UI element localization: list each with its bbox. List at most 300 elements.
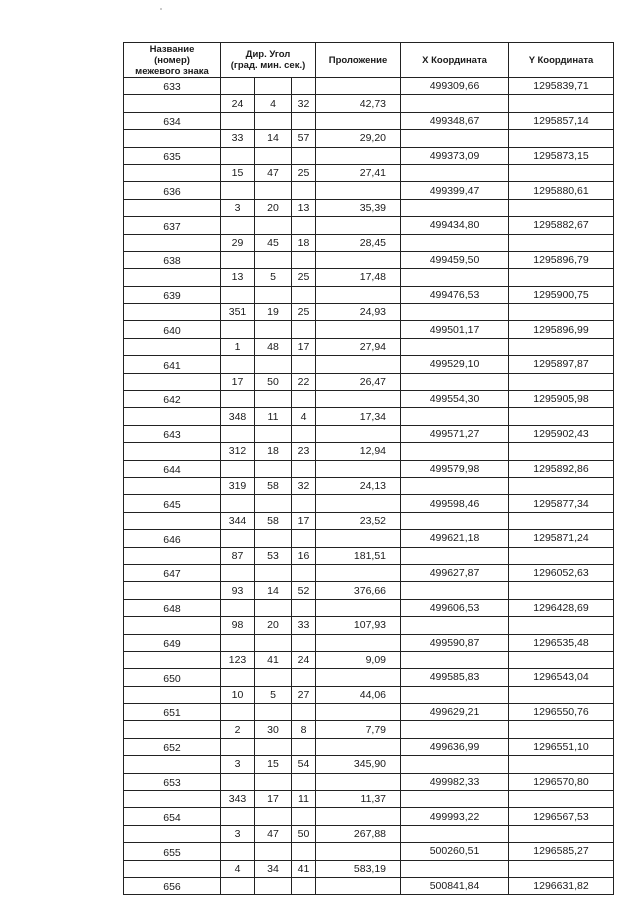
- header-x-coordinate: X Координата: [401, 43, 509, 78]
- x-coordinate: 499399,47: [401, 182, 509, 199]
- point-name: 636: [124, 182, 221, 199]
- y-coordinate: 1296428,69: [509, 599, 614, 616]
- angle-seconds: 52: [292, 582, 316, 599]
- angle-seconds: 25: [292, 304, 316, 321]
- y-coordinate: 1296052,63: [509, 564, 614, 581]
- point-row: [124, 112, 614, 129]
- angle-degrees-empty: [221, 321, 255, 338]
- angle-minutes: 5: [255, 269, 292, 286]
- point-name: 646: [124, 530, 221, 547]
- angle-minutes-empty: [255, 251, 292, 268]
- y-coordinate-empty: [509, 199, 614, 216]
- angle-degrees-empty: [221, 877, 255, 894]
- x-coordinate-empty: [401, 373, 509, 390]
- distance-empty: [316, 773, 401, 790]
- point-name: 634: [124, 112, 221, 129]
- angle-minutes: 58: [255, 512, 292, 529]
- distance-empty: [316, 112, 401, 129]
- distance-empty: [316, 251, 401, 268]
- distance-empty: [316, 182, 401, 199]
- segment-name-empty: [124, 860, 221, 877]
- angle-seconds-empty: [292, 78, 316, 95]
- point-name: 654: [124, 808, 221, 825]
- x-coordinate: 499627,87: [401, 564, 509, 581]
- angle-minutes: 47: [255, 164, 292, 181]
- angle-seconds-empty: [292, 877, 316, 894]
- angle-degrees-empty: [221, 251, 255, 268]
- point-name: 635: [124, 147, 221, 164]
- distance: 24,93: [316, 304, 401, 321]
- angle-minutes: 50: [255, 373, 292, 390]
- boundary-coordinates-document: [123, 42, 613, 894]
- angle-minutes: 15: [255, 756, 292, 773]
- distance-empty: [316, 599, 401, 616]
- angle-minutes: 45: [255, 234, 292, 251]
- angle-minutes: 14: [255, 582, 292, 599]
- segment-row: [124, 686, 614, 703]
- scan-speck: [160, 8, 162, 10]
- angle-seconds-empty: [292, 425, 316, 442]
- point-name: 647: [124, 564, 221, 581]
- distance-empty: [316, 738, 401, 755]
- angle-minutes: 41: [255, 651, 292, 668]
- x-coordinate: 499571,27: [401, 425, 509, 442]
- distance-empty: [316, 669, 401, 686]
- segment-row: [124, 477, 614, 494]
- angle-degrees: 24: [221, 95, 255, 112]
- angle-minutes: 34: [255, 860, 292, 877]
- angle-seconds: 33: [292, 617, 316, 634]
- segment-row: [124, 756, 614, 773]
- y-coordinate-empty: [509, 617, 614, 634]
- angle-degrees: 3: [221, 825, 255, 842]
- angle-minutes-empty: [255, 738, 292, 755]
- distance-empty: [316, 425, 401, 442]
- distance: 583,19: [316, 860, 401, 877]
- angle-minutes-empty: [255, 425, 292, 442]
- x-coordinate: 499993,22: [401, 808, 509, 825]
- distance: 9,09: [316, 651, 401, 668]
- point-name: 637: [124, 217, 221, 234]
- angle-seconds: 50: [292, 825, 316, 842]
- distance-empty: [316, 530, 401, 547]
- distance-empty: [316, 495, 401, 512]
- angle-seconds: 16: [292, 547, 316, 564]
- angle-minutes: 4: [255, 95, 292, 112]
- y-coordinate-empty: [509, 582, 614, 599]
- distance: 27,41: [316, 164, 401, 181]
- x-coordinate: 499309,66: [401, 78, 509, 95]
- y-coordinate-empty: [509, 791, 614, 808]
- x-coordinate: 499434,80: [401, 217, 509, 234]
- x-coordinate-empty: [401, 617, 509, 634]
- angle-minutes: 48: [255, 338, 292, 355]
- angle-degrees: 10: [221, 686, 255, 703]
- angle-seconds-empty: [292, 217, 316, 234]
- angle-minutes-empty: [255, 217, 292, 234]
- angle-degrees-empty: [221, 112, 255, 129]
- angle-seconds-empty: [292, 251, 316, 268]
- angle-degrees: 33: [221, 130, 255, 147]
- segment-row: [124, 443, 614, 460]
- angle-seconds-empty: [292, 564, 316, 581]
- angle-degrees-empty: [221, 217, 255, 234]
- segment-name-empty: [124, 547, 221, 564]
- segment-row: [124, 269, 614, 286]
- segment-name-empty: [124, 304, 221, 321]
- distance: 28,45: [316, 234, 401, 251]
- x-coordinate-empty: [401, 130, 509, 147]
- distance: 345,90: [316, 756, 401, 773]
- distance-empty: [316, 634, 401, 651]
- angle-seconds-empty: [292, 704, 316, 721]
- distance: 27,94: [316, 338, 401, 355]
- y-coordinate-empty: [509, 825, 614, 842]
- angle-degrees: 13: [221, 269, 255, 286]
- y-coordinate-empty: [509, 269, 614, 286]
- point-name: 638: [124, 251, 221, 268]
- y-coordinate: 1295882,67: [509, 217, 614, 234]
- segment-name-empty: [124, 825, 221, 842]
- x-coordinate: 499606,53: [401, 599, 509, 616]
- y-coordinate-empty: [509, 443, 614, 460]
- distance-empty: [316, 391, 401, 408]
- angle-seconds: 27: [292, 686, 316, 703]
- x-coordinate: 499373,09: [401, 147, 509, 164]
- point-name: 652: [124, 738, 221, 755]
- angle-minutes-empty: [255, 78, 292, 95]
- point-name: 643: [124, 425, 221, 442]
- x-coordinate: 499590,87: [401, 634, 509, 651]
- x-coordinate: 499529,10: [401, 356, 509, 373]
- point-name: 639: [124, 286, 221, 303]
- table-body: [124, 78, 614, 895]
- x-coordinate-empty: [401, 95, 509, 112]
- x-coordinate-empty: [401, 199, 509, 216]
- segment-name-empty: [124, 582, 221, 599]
- distance: 17,48: [316, 269, 401, 286]
- angle-seconds-empty: [292, 495, 316, 512]
- y-coordinate: 1295892,86: [509, 460, 614, 477]
- segment-row: [124, 617, 614, 634]
- point-row: [124, 425, 614, 442]
- angle-degrees-empty: [221, 669, 255, 686]
- x-coordinate: 499585,83: [401, 669, 509, 686]
- point-row: [124, 808, 614, 825]
- segment-name-empty: [124, 721, 221, 738]
- x-coordinate-empty: [401, 234, 509, 251]
- distance: 107,93: [316, 617, 401, 634]
- angle-degrees: 351: [221, 304, 255, 321]
- segment-name-empty: [124, 338, 221, 355]
- y-coordinate-empty: [509, 304, 614, 321]
- y-coordinate: 1295900,75: [509, 286, 614, 303]
- y-coordinate-empty: [509, 234, 614, 251]
- point-name: 633: [124, 78, 221, 95]
- distance: 23,52: [316, 512, 401, 529]
- y-coordinate-empty: [509, 338, 614, 355]
- angle-seconds-empty: [292, 808, 316, 825]
- angle-degrees-empty: [221, 530, 255, 547]
- angle-degrees-empty: [221, 147, 255, 164]
- point-name: 653: [124, 773, 221, 790]
- angle-seconds: 41: [292, 860, 316, 877]
- angle-degrees: 87: [221, 547, 255, 564]
- header-y-coordinate: Y Координата: [509, 43, 614, 78]
- angle-minutes-empty: [255, 182, 292, 199]
- x-coordinate: 499982,33: [401, 773, 509, 790]
- distance-empty: [316, 843, 401, 860]
- angle-degrees: 1: [221, 338, 255, 355]
- y-coordinate: 1296551,10: [509, 738, 614, 755]
- point-row: [124, 251, 614, 268]
- angle-minutes-empty: [255, 286, 292, 303]
- angle-degrees-empty: [221, 182, 255, 199]
- y-coordinate: 1296570,80: [509, 773, 614, 790]
- distance-empty: [316, 564, 401, 581]
- segment-row: [124, 373, 614, 390]
- angle-minutes-empty: [255, 877, 292, 894]
- angle-minutes: 20: [255, 617, 292, 634]
- segment-name-empty: [124, 164, 221, 181]
- segment-row: [124, 547, 614, 564]
- x-coordinate-empty: [401, 756, 509, 773]
- point-name: 645: [124, 495, 221, 512]
- segment-name-empty: [124, 408, 221, 425]
- y-coordinate-empty: [509, 651, 614, 668]
- x-coordinate: 499476,53: [401, 286, 509, 303]
- point-name: 642: [124, 391, 221, 408]
- angle-minutes-empty: [255, 704, 292, 721]
- x-coordinate: 499554,30: [401, 391, 509, 408]
- x-coordinate-empty: [401, 825, 509, 842]
- x-coordinate: 499598,46: [401, 495, 509, 512]
- distance-empty: [316, 78, 401, 95]
- distance: 267,88: [316, 825, 401, 842]
- distance: 7,79: [316, 721, 401, 738]
- segment-row: [124, 408, 614, 425]
- x-coordinate-empty: [401, 721, 509, 738]
- x-coordinate: 499501,17: [401, 321, 509, 338]
- x-coordinate-empty: [401, 408, 509, 425]
- x-coordinate: 499348,67: [401, 112, 509, 129]
- angle-seconds: 32: [292, 95, 316, 112]
- distance-empty: [316, 704, 401, 721]
- segment-row: [124, 860, 614, 877]
- segment-row: [124, 338, 614, 355]
- x-coordinate: 499459,50: [401, 251, 509, 268]
- x-coordinate: 499636,99: [401, 738, 509, 755]
- angle-minutes: 5: [255, 686, 292, 703]
- segment-name-empty: [124, 130, 221, 147]
- y-coordinate-empty: [509, 130, 614, 147]
- point-row: [124, 877, 614, 894]
- angle-minutes-empty: [255, 564, 292, 581]
- angle-minutes-empty: [255, 530, 292, 547]
- y-coordinate-empty: [509, 164, 614, 181]
- y-coordinate: 1296631,82: [509, 877, 614, 894]
- y-coordinate-empty: [509, 512, 614, 529]
- x-coordinate-empty: [401, 686, 509, 703]
- point-name: 649: [124, 634, 221, 651]
- distance: 35,39: [316, 199, 401, 216]
- segment-row: [124, 95, 614, 112]
- point-row: [124, 356, 614, 373]
- header-distance: Проложение: [316, 43, 401, 78]
- angle-degrees: 2: [221, 721, 255, 738]
- angle-degrees-empty: [221, 495, 255, 512]
- y-coordinate-empty: [509, 756, 614, 773]
- angle-minutes-empty: [255, 808, 292, 825]
- angle-minutes-empty: [255, 773, 292, 790]
- angle-seconds-empty: [292, 356, 316, 373]
- angle-degrees-empty: [221, 286, 255, 303]
- angle-degrees-empty: [221, 356, 255, 373]
- point-row: [124, 773, 614, 790]
- y-coordinate: 1295880,61: [509, 182, 614, 199]
- x-coordinate-empty: [401, 512, 509, 529]
- y-coordinate: 1295905,98: [509, 391, 614, 408]
- point-row: [124, 704, 614, 721]
- point-row: [124, 599, 614, 616]
- point-row: [124, 321, 614, 338]
- angle-seconds-empty: [292, 843, 316, 860]
- angle-degrees: 4: [221, 860, 255, 877]
- angle-minutes-empty: [255, 843, 292, 860]
- x-coordinate-empty: [401, 547, 509, 564]
- point-row: [124, 564, 614, 581]
- angle-seconds: 24: [292, 651, 316, 668]
- segment-name-empty: [124, 791, 221, 808]
- point-row: [124, 495, 614, 512]
- angle-degrees-empty: [221, 843, 255, 860]
- segment-name-empty: [124, 234, 221, 251]
- point-row: [124, 286, 614, 303]
- segment-name-empty: [124, 373, 221, 390]
- point-row: [124, 843, 614, 860]
- segment-row: [124, 512, 614, 529]
- y-coordinate: 1296550,76: [509, 704, 614, 721]
- angle-minutes: 58: [255, 477, 292, 494]
- y-coordinate: 1295871,24: [509, 530, 614, 547]
- angle-degrees-empty: [221, 391, 255, 408]
- x-coordinate-empty: [401, 860, 509, 877]
- angle-degrees-empty: [221, 425, 255, 442]
- segment-name-empty: [124, 617, 221, 634]
- distance: 17,34: [316, 408, 401, 425]
- x-coordinate-empty: [401, 269, 509, 286]
- distance-empty: [316, 217, 401, 234]
- y-coordinate: 1296567,53: [509, 808, 614, 825]
- angle-seconds-empty: [292, 773, 316, 790]
- x-coordinate: 499629,21: [401, 704, 509, 721]
- angle-seconds-empty: [292, 391, 316, 408]
- angle-seconds-empty: [292, 460, 316, 477]
- point-name: 644: [124, 460, 221, 477]
- angle-degrees: 319: [221, 477, 255, 494]
- angle-minutes: 17: [255, 791, 292, 808]
- distance: 12,94: [316, 443, 401, 460]
- angle-seconds: 23: [292, 443, 316, 460]
- y-coordinate: 1295902,43: [509, 425, 614, 442]
- segment-name-empty: [124, 443, 221, 460]
- segment-row: [124, 199, 614, 216]
- point-name: 641: [124, 356, 221, 373]
- angle-degrees: 17: [221, 373, 255, 390]
- angle-degrees: 15: [221, 164, 255, 181]
- angle-minutes: 18: [255, 443, 292, 460]
- distance-empty: [316, 808, 401, 825]
- y-coordinate-empty: [509, 686, 614, 703]
- point-row: [124, 460, 614, 477]
- segment-name-empty: [124, 756, 221, 773]
- angle-seconds: 25: [292, 164, 316, 181]
- angle-degrees-empty: [221, 704, 255, 721]
- angle-seconds-empty: [292, 634, 316, 651]
- angle-seconds-empty: [292, 321, 316, 338]
- point-row: [124, 78, 614, 95]
- y-coordinate-empty: [509, 860, 614, 877]
- distance-empty: [316, 877, 401, 894]
- x-coordinate-empty: [401, 582, 509, 599]
- x-coordinate: 499579,98: [401, 460, 509, 477]
- angle-degrees-empty: [221, 738, 255, 755]
- y-coordinate: 1296535,48: [509, 634, 614, 651]
- point-row: [124, 182, 614, 199]
- angle-degrees: 312: [221, 443, 255, 460]
- x-coordinate-empty: [401, 791, 509, 808]
- distance: 44,06: [316, 686, 401, 703]
- header-row: [124, 43, 614, 78]
- distance: 26,47: [316, 373, 401, 390]
- x-coordinate-empty: [401, 477, 509, 494]
- angle-minutes-empty: [255, 460, 292, 477]
- distance: 11,37: [316, 791, 401, 808]
- point-name: 656: [124, 877, 221, 894]
- segment-row: [124, 582, 614, 599]
- distance: 24,13: [316, 477, 401, 494]
- angle-seconds: 4: [292, 408, 316, 425]
- y-coordinate-empty: [509, 477, 614, 494]
- angle-degrees-empty: [221, 599, 255, 616]
- angle-degrees: 93: [221, 582, 255, 599]
- segment-row: [124, 651, 614, 668]
- angle-minutes: 20: [255, 199, 292, 216]
- y-coordinate-empty: [509, 408, 614, 425]
- x-coordinate-empty: [401, 651, 509, 668]
- angle-seconds-empty: [292, 147, 316, 164]
- angle-seconds: 18: [292, 234, 316, 251]
- angle-minutes: 11: [255, 408, 292, 425]
- angle-seconds-empty: [292, 738, 316, 755]
- distance-empty: [316, 321, 401, 338]
- segment-row: [124, 825, 614, 842]
- point-name: 650: [124, 669, 221, 686]
- segment-name-empty: [124, 199, 221, 216]
- segment-name-empty: [124, 651, 221, 668]
- distance: 42,73: [316, 95, 401, 112]
- angle-degrees: 348: [221, 408, 255, 425]
- y-coordinate: 1295873,15: [509, 147, 614, 164]
- point-row: [124, 530, 614, 547]
- angle-seconds-empty: [292, 112, 316, 129]
- segment-name-empty: [124, 512, 221, 529]
- angle-degrees: 29: [221, 234, 255, 251]
- angle-degrees: 123: [221, 651, 255, 668]
- distance: 376,66: [316, 582, 401, 599]
- segment-name-empty: [124, 477, 221, 494]
- y-coordinate: 1295896,99: [509, 321, 614, 338]
